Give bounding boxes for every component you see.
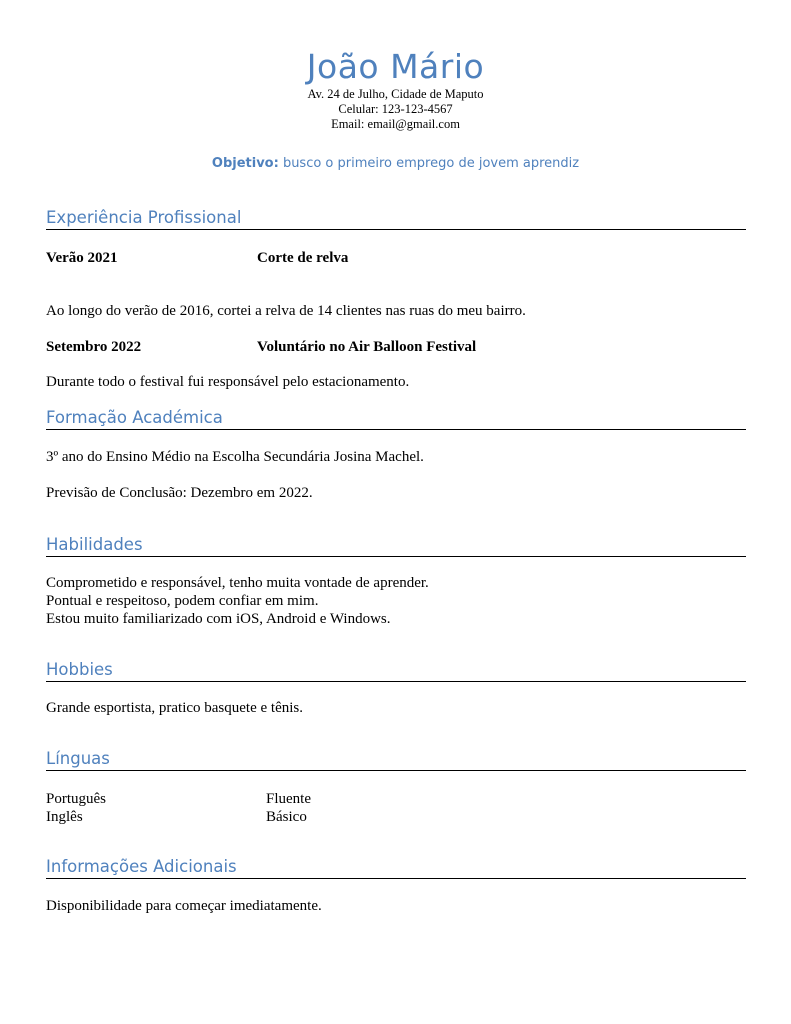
education-line: 3º ano do Ensino Médio na Escolha Secundária Josina Machel. — [46, 449, 424, 465]
resume-header — [0, 47, 791, 132]
objective — [0, 156, 791, 171]
hobby-line: Grande esportista, pratico basquete e tênis. — [46, 700, 303, 716]
experience-date: Verão 2021 — [46, 250, 118, 266]
section-title-experience: Experiência Profissional — [46, 208, 746, 230]
section-title-languages: Línguas — [46, 749, 746, 771]
email: Email: email@gmail.com — [331, 117, 460, 131]
skill-line: Comprometido e responsável, tenho muita vontade de aprender. — [46, 575, 429, 591]
experience-role: Corte de relva — [257, 250, 349, 266]
language-name: Português — [46, 791, 106, 807]
section-title-education: Formação Académica — [46, 408, 746, 430]
section-title-skills: Habilidades — [46, 535, 746, 557]
section-title-hobbies: Hobbies — [46, 660, 746, 682]
skill-line: Pontual e respeitoso, podem confiar em mim. — [46, 593, 319, 609]
objective-text: busco o primeiro emprego de jovem aprendiz — [282, 156, 580, 171]
section-title-additional: Informações Adicionais — [46, 857, 746, 879]
candidate-name: João Mário — [306, 47, 485, 86]
language-level: Básico — [266, 809, 307, 825]
address: Av. 24 de Julho, Cidade de Maputo — [307, 87, 484, 101]
education-line: Previsão de Conclusão: Dezembro em 2022. — [46, 485, 313, 501]
experience-date: Setembro 2022 — [46, 339, 142, 355]
experience-description: Ao longo do verão de 2016, cortei a relva de 14 clientes nas ruas do meu bairro. — [46, 303, 526, 319]
experience-description: Durante todo o festival fui responsável pelo estacionamento. — [46, 374, 410, 390]
language-name: Inglês — [46, 809, 83, 825]
experience-role: Voluntário no Air Balloon Festival — [257, 339, 477, 355]
additional-line: Disponibilidade para começar imediatamente. — [46, 898, 322, 914]
phone: Celular: 123-123-4567 — [338, 102, 453, 116]
objective-label: Objetivo: — [211, 156, 279, 171]
language-level: Fluente — [266, 791, 311, 807]
skill-line: Estou muito familiarizado com iOS, Android e Windows. — [46, 611, 391, 627]
